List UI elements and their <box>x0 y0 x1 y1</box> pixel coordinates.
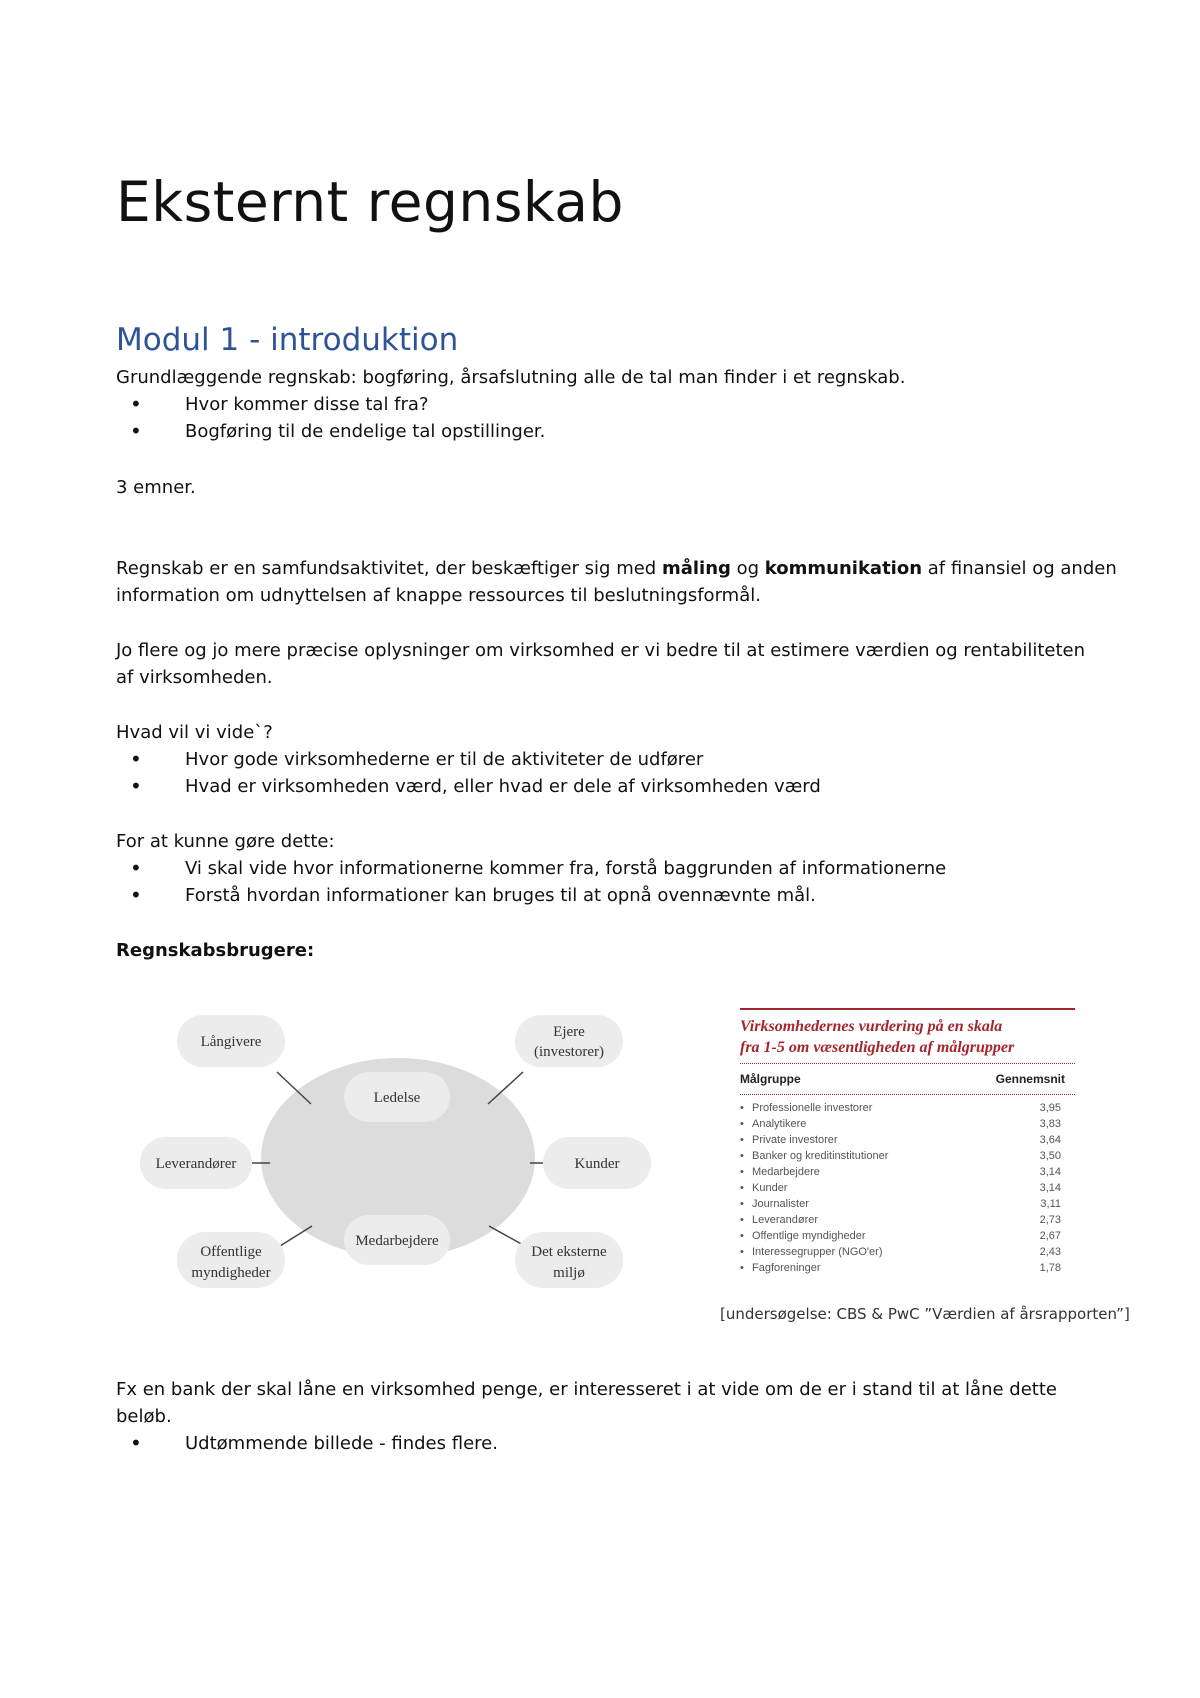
row-average-value: 3,64 <box>1039 1134 1061 1146</box>
bullet-icon: • <box>740 1214 744 1226</box>
label-ejere-2: (investorer) <box>534 1044 604 1060</box>
bullet-icon: • <box>740 1150 744 1162</box>
row-average-value: 3,14 <box>1039 1182 1061 1194</box>
row-group-name: Professionelle investorer <box>752 1102 873 1114</box>
row-group-name: Private investorer <box>752 1134 838 1146</box>
document-page: Eksternt regnskab Modul 1 - introduktion Grundlæggende regnskab: bogføring, årsafslutning alle de tal man finder i et regnskab. • Hvor kommer disse tal fra? • Bogføring til de endelige tal opstillinger. 3 emner. Regnskab er en samfundsaktivitet, der beskæftiger sig med måling og kommunikation af finansiel og anden information om udnyttelsen af knappe ressources til beslutningsformål. Jo flere og jo mere præcise oplysninger om virksomhed er vi bedre til at estimere værdien og rentabiliteten af virksomheden. Hvad vil vi vide`? • Hvor gode virksomhederne er til de aktiviteter de udfører • Hvad er virksomheden værd, eller hvad er dele af virksomheden værd For at kunne gøre dette: • Vi skal vide hvor informationerne kommer fra, forstå baggrunden af informationerne • Forstå hvordan informationer kan bruges til at opnå ovennævnte mål. Regnskabsbrugere: Ledelse Medarbejdere Långivere Ejere (investorer) Leverandører Kunder Offentlige myndigheder Det eksterne miljø Virksomhedernes vurdering på en skala fra 1-5 om væsentligheden af målgrupper Målgruppe Gennemsnit • Professionelle investorer 3,95 • Analytikere 3,83 • Private investorer 3,64 • Banker og kreditinstitutioner 3,50 • Medarbejdere 3,14 • Kunder 3,14 • Journalister 3,11 • Leverandører 2,73 • Offentlige myndigheder 2,67 • Interessegrupper (NGO'er) 2,43 • Fagforeninger 1,78 [undersøgelse: CBS & PwC ”Værdien af årsrapporten”] Fx en bank der skal låne en virksomhed penge, er interesseret i at vide om de er i stand til at låne dette beløb. • Udtømmende billede - findes flere. <box>116 170 1130 1455</box>
label-langivere: Långivere <box>200 1034 262 1050</box>
intro-paragraph: Grundlæggende regnskab: bogføring, årsafslutning alle de tal man finder i et regnskab. <box>116 367 906 388</box>
row-average-value: 2,73 <box>1039 1214 1061 1226</box>
table-header-row <box>740 1072 1075 1094</box>
table-row <box>740 1166 1075 1182</box>
table-divider <box>740 1063 1075 1064</box>
bullet-icon: • <box>740 1230 744 1242</box>
survey-source: [undersøgelse: CBS & PwC ”Værdien af årsrapporten”] <box>720 1305 1130 1323</box>
row-group-name: Journalister <box>752 1198 809 1210</box>
row-group-name: Offentlige myndigheder <box>752 1230 866 1242</box>
bullet-icon: • <box>740 1198 744 1210</box>
table-row <box>740 1118 1075 1134</box>
label-miljo-2: miljø <box>553 1265 585 1281</box>
col-header-average: Gennemsnit <box>995 1072 1065 1086</box>
bullet-icon: • <box>740 1118 744 1130</box>
row-group-name: Kunder <box>752 1182 788 1194</box>
row-average-value: 3,14 <box>1039 1166 1061 1178</box>
row-average-value: 3,95 <box>1039 1102 1061 1114</box>
bullet-icon: • <box>130 856 142 880</box>
users-label: Regnskabsbrugere: <box>116 940 315 961</box>
bullet-icon: • <box>740 1262 744 1274</box>
bullet-icon: • <box>740 1182 744 1194</box>
bank-line-2: beløb. <box>116 1406 172 1427</box>
table-row <box>740 1150 1075 1166</box>
label-ejere-1: Ejere <box>553 1024 585 1040</box>
bullet-icon: • <box>130 392 142 416</box>
survey-table-figure <box>740 1008 1075 1278</box>
row-average-value: 3,11 <box>1040 1198 1061 1210</box>
label-medarbejdere: Medarbejdere <box>355 1233 439 1249</box>
row-group-name: Interessegrupper (NGO'er) <box>752 1246 883 1258</box>
bullet-icon: • <box>130 1431 142 1455</box>
label-offentlige-2: myndigheder <box>191 1265 271 1281</box>
table-header-divider <box>740 1094 1075 1095</box>
table-rows <box>740 1102 1075 1278</box>
jo-flere-line-1: Jo flere og jo mere præcise oplysninger om virksomhed er vi bedre til at estimere værdien og rentabiliteten <box>116 640 1086 661</box>
table-row <box>740 1230 1075 1246</box>
table-title-line-2: fra 1-5 om væsentligheden af målgrupper <box>740 1039 1015 1056</box>
bullet-icon: • <box>740 1246 744 1258</box>
emner-line: 3 emner. <box>116 477 196 498</box>
label-ledelse: Ledelse <box>373 1090 421 1106</box>
hvad-label: Hvad vil vi vide`? <box>116 722 273 743</box>
table-row <box>740 1134 1075 1150</box>
forat-label: For at kunne gøre dette: <box>116 831 335 852</box>
bullet-icon: • <box>130 883 142 907</box>
definition-line-1: Regnskab er en samfundsaktivitet, der beskæftiger sig med måling og kommunikation af finansiel og anden <box>116 558 1117 579</box>
document-title: Eksternt regnskab <box>116 170 624 234</box>
definition-line-2: information om udnyttelsen af knappe ressources til beslutningsformål. <box>116 585 761 606</box>
table-row <box>740 1246 1075 1262</box>
stakeholder-diagram <box>125 1000 685 1310</box>
bullet-icon: • <box>740 1166 744 1178</box>
row-group-name: Analytikere <box>752 1118 807 1130</box>
label-kunder: Kunder <box>574 1156 620 1172</box>
label-leverandorer: Leverandører <box>155 1156 237 1172</box>
bullet-icon: • <box>130 747 142 771</box>
row-group-name: Fagforeninger <box>752 1262 821 1274</box>
row-group-name: Banker og kreditinstitutioner <box>752 1150 889 1162</box>
row-group-name: Medarbejdere <box>752 1166 820 1178</box>
table-row <box>740 1182 1075 1198</box>
row-average-value: 3,50 <box>1039 1150 1061 1162</box>
label-miljo-1: Det eksterne <box>531 1244 607 1260</box>
bullet-icon: • <box>740 1102 744 1114</box>
row-average-value: 2,67 <box>1039 1230 1061 1242</box>
bullet-icon: • <box>740 1134 744 1146</box>
row-average-value: 1,78 <box>1039 1262 1061 1274</box>
bank-line-1: Fx en bank der skal låne en virksomhed penge, er interesseret i at vide om de er i stand til at låne dette <box>116 1379 1057 1400</box>
table-row <box>740 1214 1075 1230</box>
col-header-group: Målgruppe <box>740 1072 801 1086</box>
table-top-rule <box>740 1008 1075 1010</box>
table-row <box>740 1102 1075 1118</box>
module-heading: Modul 1 - introduktion <box>116 322 459 358</box>
row-average-value: 3,83 <box>1039 1118 1061 1130</box>
label-offentlige-1: Offentlige <box>200 1244 262 1260</box>
bullet-icon: • <box>130 774 142 798</box>
row-average-value: 2,43 <box>1039 1246 1061 1258</box>
table-row <box>740 1198 1075 1214</box>
jo-flere-line-2: af virksomheden. <box>116 667 273 688</box>
table-title-line-1: Virksomhedernes vurdering på en skala <box>740 1018 1003 1035</box>
table-row <box>740 1262 1075 1278</box>
row-group-name: Leverandører <box>752 1214 819 1226</box>
bullet-icon: • <box>130 419 142 443</box>
